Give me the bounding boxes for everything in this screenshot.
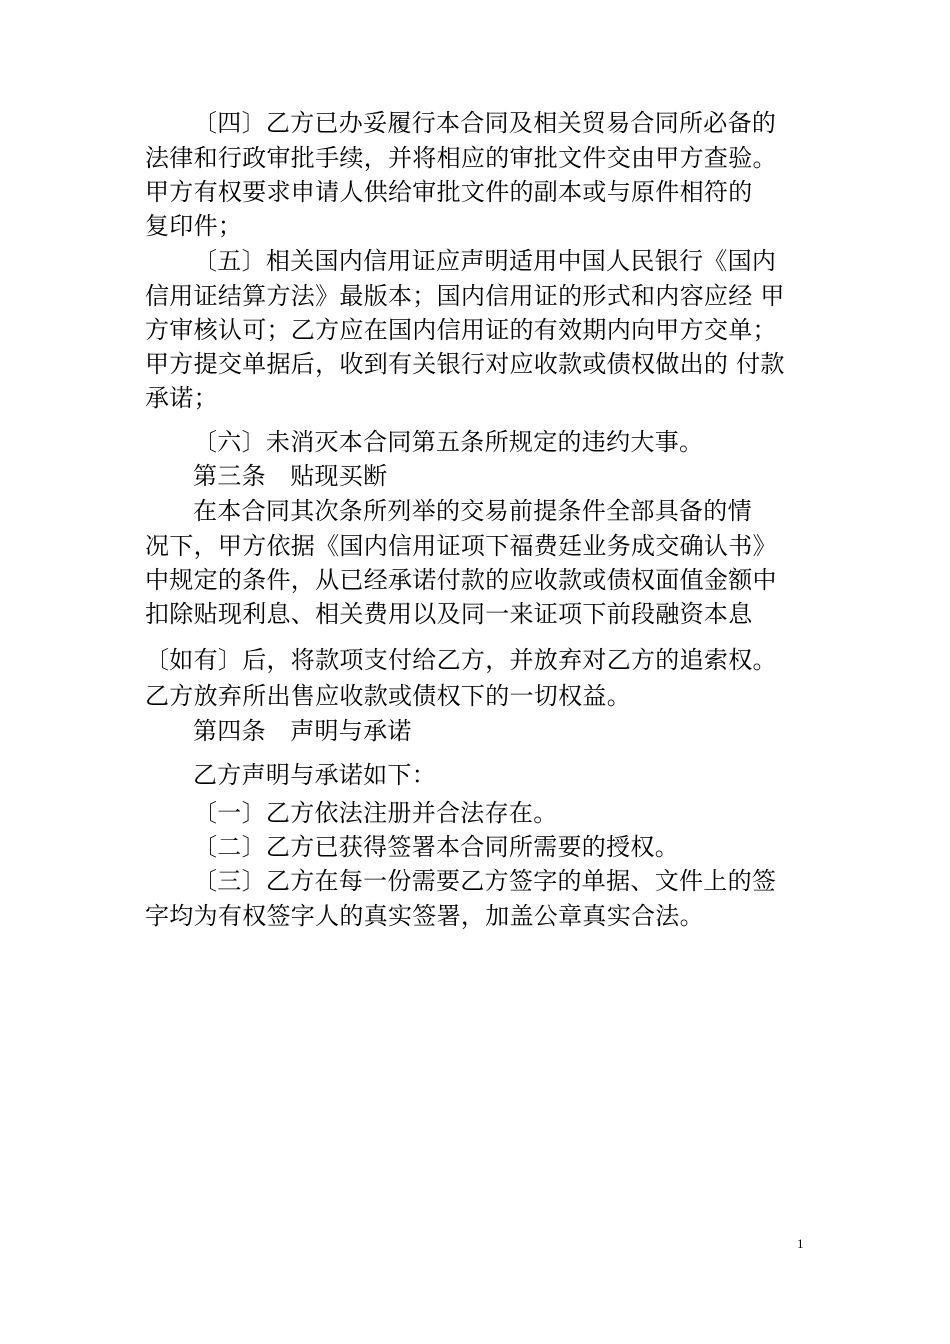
article-3-body-line-4: 扣除贴现利息、相关费用以及同一来证项下前段融资本息 — [145, 600, 753, 628]
article-3-body-line-6: 乙方放弃所出售应收款或债权下的一切权益。 — [145, 682, 631, 710]
paragraph-4-line-3: 甲方有权要求申请人供给审批文件的副本或与原件相符的 — [145, 178, 753, 206]
article-4-item-3-line-2: 字均为有权签字人的真实签署，加盖公章真实合法。 — [145, 902, 704, 930]
paragraph-4-line-4: 复印件； — [145, 212, 243, 240]
paragraph-5-line-1: 〔五〕相关国内信用证应声明适用中国人民银行《国内 — [193, 247, 777, 275]
article-3-body-line-2: 况下，甲方依据《国内信用证项下福费廷业务成交确认书》 — [145, 532, 777, 560]
article-3-body-line-3: 中规定的条件，从已经承诺付款的应收款或债权面值金额中 — [145, 566, 777, 594]
article-3-body-line-5: 〔如有〕后，将款项支付给乙方，并放弃对乙方的追索权。 — [145, 646, 777, 674]
paragraph-6-line-1: 〔六〕未消灭本合同第五条所规定的违约大事。 — [193, 428, 704, 456]
page-number: 1 — [797, 1236, 804, 1251]
article-4-item-2: 〔二〕乙方已获得签署本合同所需要的授权。 — [193, 833, 679, 861]
paragraph-4-line-1: 〔四〕乙方已办妥履行本合同及相关贸易合同所必备的 — [193, 109, 777, 137]
paragraph-5-line-5: 承诺； — [145, 384, 218, 412]
article-4-intro: 乙方声明与承诺如下： — [193, 761, 436, 789]
article-4-heading: 第四条 声明与承诺 — [193, 717, 412, 745]
paragraph-5-line-2: 信用证结算方法》最版本；国内信用证的形式和内容应经 甲 — [145, 282, 785, 310]
paragraph-5-line-4: 甲方提交单据后，收到有关银行对应收款或债权做出的 付款 — [145, 350, 785, 378]
article-3-body-line-1: 在本合同其次条所列举的交易前提条件全部具备的情 — [193, 497, 752, 525]
article-4-item-1: 〔一〕乙方依法注册并合法存在。 — [193, 799, 558, 827]
article-3-heading: 第三条 贴现买断 — [193, 462, 388, 490]
paragraph-5-line-3: 方审核认可；乙方应在国内信用证的有效期内向甲方交单； — [145, 316, 777, 344]
paragraph-4-line-2: 法律和行政审批手续，并将相应的审批文件交由甲方查验。 — [145, 144, 777, 172]
article-4-item-3-line-1: 〔三〕乙方在每一份需要乙方签字的单据、文件上的签 — [193, 867, 777, 895]
